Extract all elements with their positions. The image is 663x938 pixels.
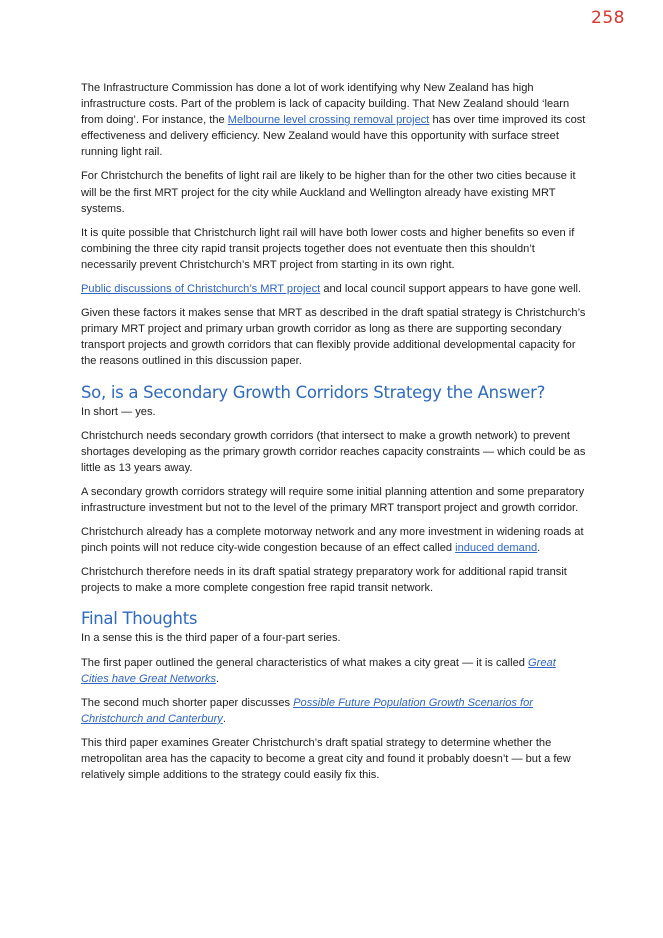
paragraph: This third paper examines Greater Christchurch’s draft spatial strategy to determine whether the metropolitan area has the capacity to become a great city and found it probably doesn’t — but a few relatively simple additions to the strategy could easily fix this. (81, 736, 571, 782)
text: . (216, 672, 220, 685)
text: The first paper outlined the general characteristics of what makes a city great — it is called (81, 656, 529, 669)
text: . (537, 542, 541, 555)
paragraph (81, 695, 586, 727)
page-number: 258 (591, 8, 625, 28)
paragraph (81, 80, 586, 160)
document-body (81, 80, 586, 791)
paragraph (81, 524, 586, 556)
paragraph (81, 655, 586, 687)
paragraph: In a sense this is the third paper of a four-part series. (81, 632, 341, 645)
paragraph: In short — yes. (81, 405, 156, 418)
text: The Infrastructure Commission has done a lot of work identifying why New Zealand has high infrastructure costs. Part of the problem is lack of capacity building. That New Zealand should ‘learn from doing’. For instance, the (81, 82, 570, 127)
link-great-cities[interactable]: Great Cities have Great Networks (81, 656, 556, 685)
text: has over time improved its cost effectiveness and delivery efficiency. New Zealand would have this opportunity with surface street running light rail. (81, 114, 586, 159)
text: . (222, 712, 226, 725)
paragraph: Given these factors it makes sense that MRT as described in the draft spatial strategy is Christchurch’s primary MRT project and primary urban growth corridor as long as there are supporting secondary transport projects and growth corridors that can flexibly provide additional developmental capacity for the reasons outlined in this discussion paper. (81, 307, 586, 368)
text: and local council support appears to have gone well. (320, 283, 582, 296)
section-heading-final-thoughts: Final Thoughts (81, 609, 198, 629)
link-population-growth-scenarios[interactable]: Possible Future Population Growth Scenarios for Christchurch and Canterbury (81, 696, 533, 725)
text: The second much shorter paper discusses (81, 696, 294, 709)
paragraph: It is quite possible that Christchurch light rail will have both lower costs and higher benefits so even if combining the three city rapid transit projects together does not eventuate then this shouldn’t necessarily prevent Christchurch’s MRT project from starting in its own right. (81, 226, 575, 271)
paragraph: A secondary growth corridors strategy will require some initial planning attention and some preparatory infrastructure investment but not to the level of the primary MRT transport project and growth corridor. (81, 485, 585, 514)
section-heading-secondary-growth: So, is a Secondary Growth Corridors Strategy the Answer? (81, 382, 546, 402)
paragraph: Christchurch therefore needs in its draft spatial strategy preparatory work for additional rapid transit projects to make a more complete congestion free rapid transit network. (81, 566, 567, 595)
link-induced-demand[interactable]: induced demand (455, 542, 538, 555)
link-melbourne-level-crossing[interactable]: Melbourne level crossing removal project (227, 114, 430, 127)
text: Christchurch already has a complete motorway network and any more investment in widening roads at pinch points will not reduce city-wide congestion because of an effect called (81, 526, 584, 555)
paragraph: Christchurch needs secondary growth corridors (that intersect to make a growth network) to prevent shortages developing as the primary growth corridor reaches capacity constraints — which could be as little as 13 years away. (81, 429, 586, 474)
paragraph: For Christchurch the benefits of light rail are likely to be higher than for the other two cities because it will be the first MRT project for the city while Auckland and Wellington already have existing MRT systems. (81, 170, 576, 215)
link-public-discussions-mrt[interactable]: Public discussions of Christchurch’s MRT project (81, 283, 321, 296)
paragraph (81, 281, 586, 297)
